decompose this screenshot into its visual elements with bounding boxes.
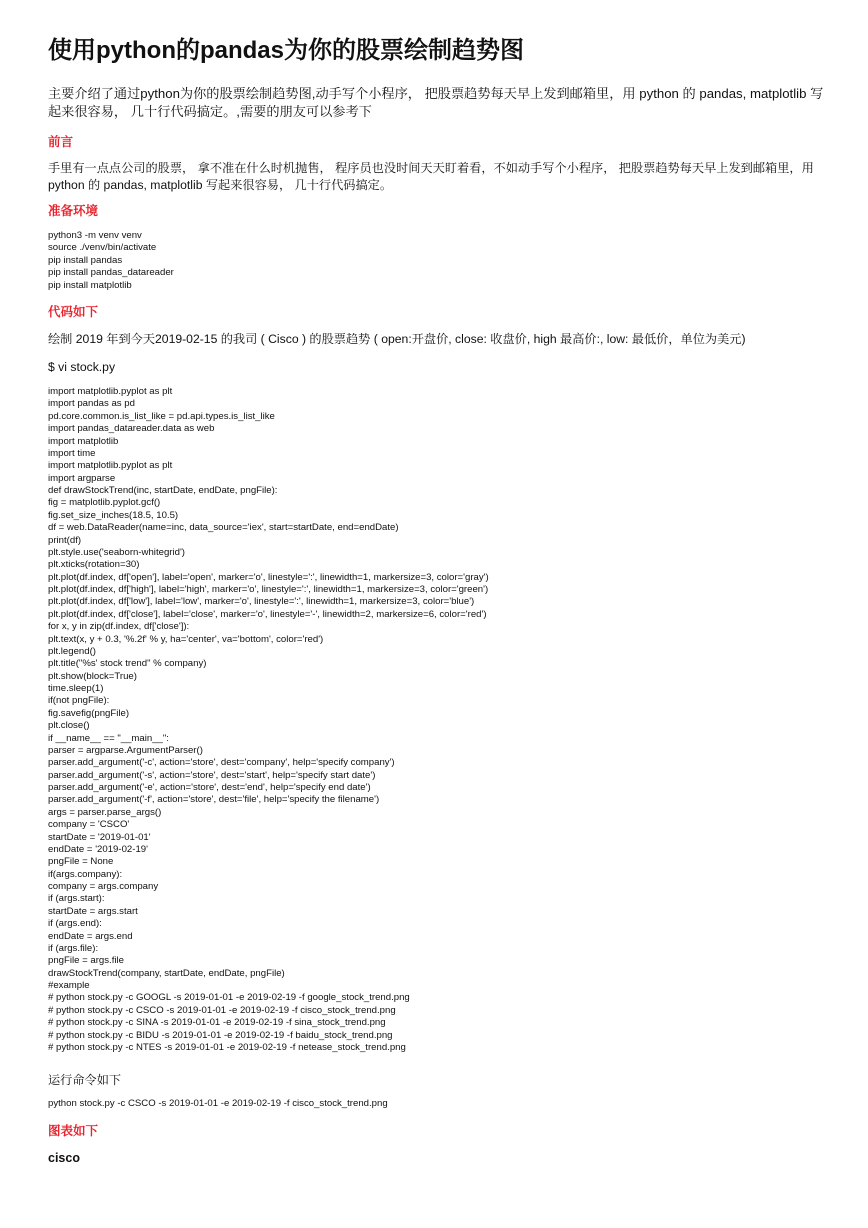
- section-heading-env: 准备环境: [48, 204, 99, 218]
- page-title: 使用python的pandas为你的股票绘制趋势图: [48, 37, 525, 64]
- run-command: python stock.py -c CSCO -s 2019-01-01 -e 2019-02-19 -f cisco_stock_trend.png: [48, 1098, 388, 1109]
- section-heading-code: 代码如下: [48, 305, 99, 319]
- section-heading-charts: 图表如下: [48, 1124, 99, 1138]
- env-code-block: python3 -m venv venv source ./venv/bin/activate pip install pandas pip install pandas_datareader pip install matplotlib: [48, 230, 174, 291]
- python-source-code: import matplotlib.pyplot as plt import pandas as pd pd.core.common.is_list_like = pd.api.types.is_list_like import pandas_datareader.data as web import matplotlib import time import matplotlib.pyplot as plt import argparse def drawStockTrend(inc, startDate, endDate, pngFile): fig = matplotlib.pyplot.gcf() fig.set_size_inches(18.5, 10.5) df = web.DataReader(name=inc, data_source='iex', start=startDate, end=endDate) print(df) plt.style.use('seaborn-whitegrid') plt.xticks(rotation=30) plt.plot(df.index, df['open'], label='open', marker='o', linestyle=':', linewidth=1, markersize=3, color='gray') plt.plot(df.index, df['high'], label='high', marker='o', linestyle=':', linewidth=1, markersize=3, color='green') plt.plot(df.index, df['low'], label='low', marker='o', linestyle=':', linewidth=1, markersize=3, color='blue') plt.plot(df.index, df['close'], label='close', marker='o', linestyle='-', linewidth=2, markersize=6, color='red') for x, y in zip(df.index, df['close']): plt.text(x, y + 0.3, '%.2f' % y, ha='center', va='bottom', color='red') plt.legend() plt.title("%s' stock trend" % company) plt.show(block=True) time.sleep(1) if(not pngFile): fig.savefig(pngFile) plt.close() if __name__ == "__main__": parser = argparse.ArgumentParser() parser.add_argument('-c', action='store', dest='company', help='specify company') parser.add_argument('-s', action='store', dest='start', help='specify start date') parser.add_argument('-e', action='store', dest='end', help='specify end date') parser.add_argument('-f', action='store', dest='file', help='specify the filename') args = parser.parse_args() company = 'CSCO' startDate = '2019-01-01' endDate = '2019-02-19' pngFile = None if(args.company): company = args.company if (args.start): startDate = args.start if (args.end): endDate = args.end if (args.file): pngFile = args.file drawStockTrend(company, startDate, endDate, pngFile) #example # python stock.py -c GOOGL -s 2019-01-01 -e 2019-02-19 -f google_stock_trend.png # python stock.py -c CSCO -s 2019-01-01 -e 2019-02-19 -f cisco_stock_trend.png # python stock.py -c SINA -s 2019-01-01 -e 2019-02-19 -f sina_stock_trend.png # python stock.py -c BIDU -s 2019-01-01 -e 2019-02-19 -f baidu_stock_trend.png # python stock.py -c NTES -s 2019-01-01 -e 2019-02-19 -f netease_stock_trend.png: [48, 386, 489, 1053]
- code-description: 绘制 2019 年到今天2019-02-15 的我司 ( Cisco ) 的股票趋势 ( open:开盘价, close: 收盘价, high 最高价:, low: 最低价，单位为美元): [48, 332, 746, 346]
- intro-paragraph: 主要介绍了通过python为你的股票绘制趋势图,动手写个小程序， 把股票趋势每天早上发到邮箱里，用 python 的 pandas, matplotlib 写起来很容易， 几十行代码搞定。,需要的朋友可以参考下: [48, 86, 824, 119]
- section-heading-preface: 前言: [48, 135, 74, 149]
- run-command-label: 运行命令如下: [48, 1073, 122, 1087]
- vi-command: $ vi stock.py: [48, 360, 116, 374]
- chart-subheading-cisco: cisco: [48, 1151, 80, 1165]
- preface-paragraph: 手里有一点点公司的股票， 拿不准在什么时机抛售， 程序员也没时间天天盯着看，不如动手写个小程序， 把股票趋势每天早上发到邮箱里，用 python 的 pandas, matplotlib 写起来很容易， 几十行代码搞定。: [48, 161, 814, 192]
